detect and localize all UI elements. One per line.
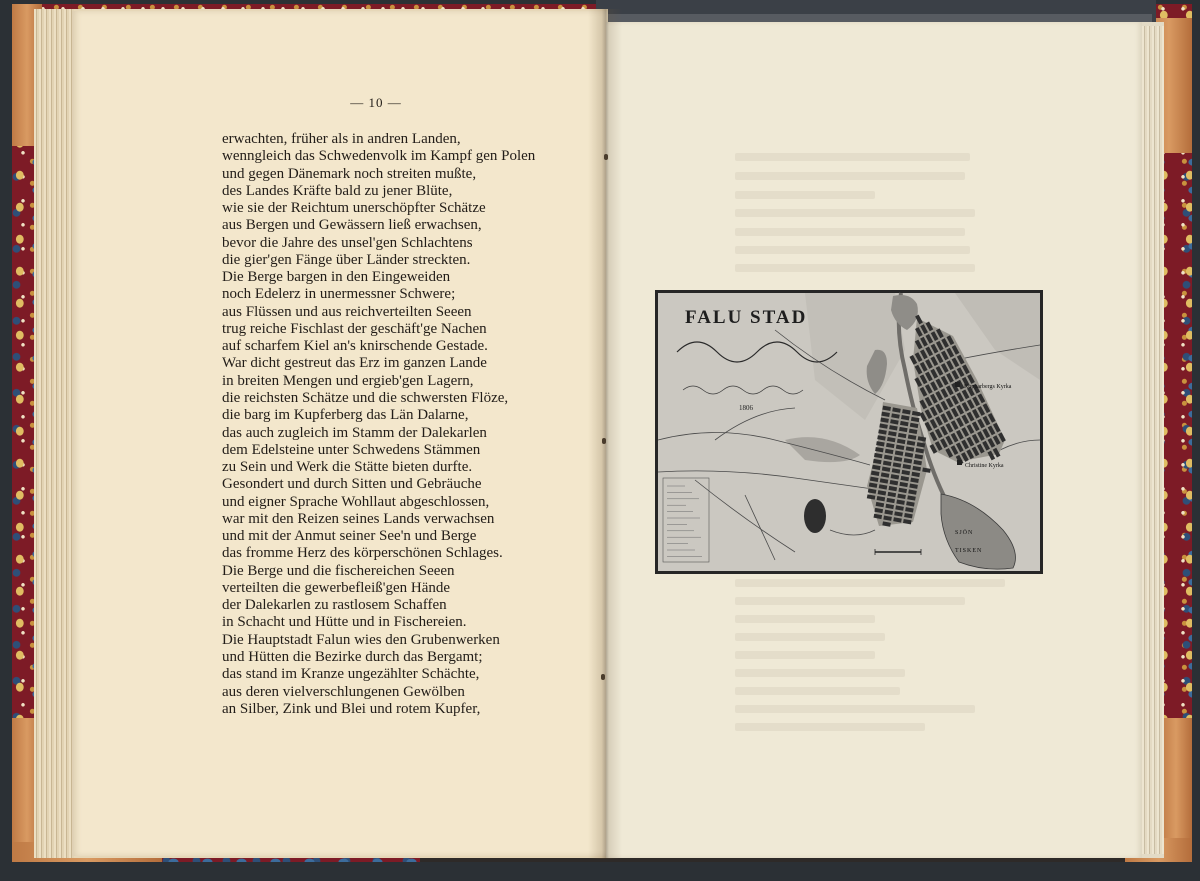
text-line: aus Bergen und Gewässern ließ erwachsen, [222, 217, 482, 234]
bleed-through-line [735, 615, 875, 623]
map-title: FALU STAD [685, 307, 808, 328]
text-line: und Hütten die Bezirke durch das Bergamt; [222, 648, 483, 665]
bleed-through-line [735, 633, 885, 641]
bleed-through-line [735, 228, 965, 236]
text-line: das stand im Kranze ungezählter Schächte, [222, 666, 480, 683]
text-line: und mit der Anmut seiner See'n und Berge [222, 528, 477, 545]
map-pond [804, 499, 826, 533]
text-line: das auch zugleich im Stamm der Dalekarlen [222, 424, 487, 441]
text-line: an Silber, Zink und Blei und rotem Kupfer, [222, 700, 481, 717]
map-svg [655, 290, 1043, 574]
text-line: Die Berge und die fischereichen Seeen [222, 562, 455, 579]
text-line: dem Edelsteine unter Schwedens Stämmen [222, 441, 481, 458]
text-line: wenngleich das Schwedenvolk im Kampf gen Polen [222, 148, 536, 165]
text-line: und eigner Sprache Wohllaut abgeschlossen, [222, 493, 490, 510]
text-line: zu Sein und Werk die Stätte bieten durfte. [222, 459, 473, 476]
bleed-through-line [735, 172, 965, 180]
text-line: der Dalekarlen zu rastlosem Schaffen [222, 597, 447, 614]
bleed-through-line [735, 597, 965, 605]
map-label-christine-kyrka: Christine Kyrka [965, 463, 1004, 469]
bleed-through-line [735, 651, 875, 659]
text-line: noch Edelerz in unermessner Schwere; [222, 286, 456, 303]
text-line: in breiten Mengen und ergieb'gen Lagern, [222, 372, 474, 389]
text-line: trug reiche Fischlast der geschäft'ge Nachen [222, 320, 487, 337]
text-line: War dicht gestreut das Erz im ganzen Lande [222, 355, 487, 372]
text-line: Gesondert und durch Sitten und Gebräuche [222, 476, 482, 493]
text-line: war mit den Reizen seines Lands verwachsen [222, 510, 495, 527]
bleed-through-line [735, 246, 970, 254]
text-line: aus deren vielverschlungenen Gewölben [222, 683, 465, 700]
bleed-through-line [735, 705, 975, 713]
text-line: aus Flüssen und aus reichverteilten Seeen [222, 303, 472, 320]
text-line: Die Berge bargen in den Eingeweiden [222, 269, 451, 286]
map-label-kopparbergs-kyrka: Kopparbergs Kyrka [964, 384, 1012, 390]
text-line: wie sie der Reichtum unerschöpfter Schätze [222, 200, 486, 217]
bleed-through-line [735, 209, 975, 217]
text-line: erwachten, früher als in andren Landen, [222, 131, 461, 147]
bleed-through-line [735, 723, 925, 731]
map-label-sjon: SJÖN [955, 530, 974, 536]
text-line: das fromme Herz des körperschönen Schlages. [222, 545, 503, 562]
bleed-through-line [735, 669, 905, 677]
text-line: auf scharfem Kiel an's knirschende Gestade. [222, 338, 488, 355]
bleed-through-line [735, 153, 970, 161]
text-line: in Schacht und Hütte und in Fischereien. [222, 614, 467, 631]
page-number: — 10 — [350, 95, 402, 110]
text-line: die reichsten Schätze und die schwersten Flöze, [222, 389, 509, 406]
bleed-through-line [735, 264, 975, 272]
text-line: die gier'gen Fänge über Länder streckten. [222, 251, 471, 268]
bleed-through-line [735, 191, 875, 199]
text-line: des Landes Kräfte bald zu jener Blüte, [222, 182, 453, 199]
bleed-through-line [735, 687, 900, 695]
map-church-marker [955, 382, 960, 387]
text-line: die barg im Kupferberg das Län Dalarne, [222, 407, 469, 424]
map-label-tisken: TISKEN [955, 548, 983, 554]
map-church-marker [957, 460, 962, 465]
text-line: verteilten die gewerbefleiß'gen Hände [222, 579, 451, 596]
map-year: 1806 [739, 404, 753, 412]
text-line: Die Hauptstadt Falun wies den Grubenwerken [222, 631, 500, 648]
bleed-through-line [735, 579, 1005, 587]
text-line: und gegen Dänemark noch streiten mußte, [222, 165, 477, 182]
text-line: bevor die Jahre des unsel'gen Schlachtens [222, 234, 473, 251]
map-illustration [655, 290, 1043, 574]
